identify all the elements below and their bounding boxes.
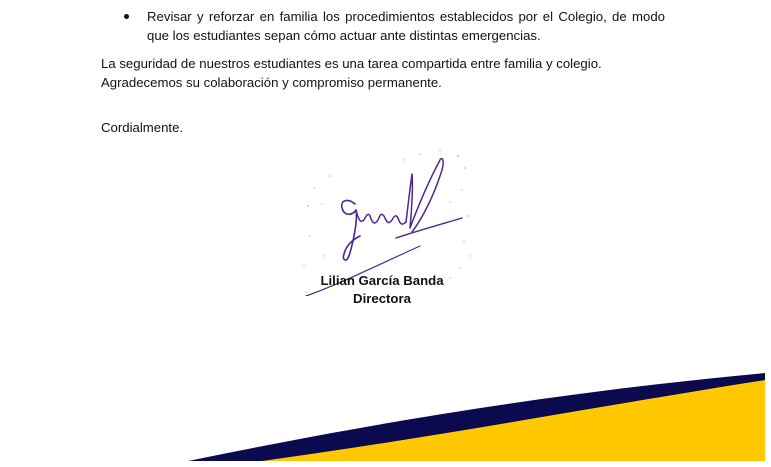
signer-name: Lilian García Banda bbox=[320, 273, 444, 288]
signature-letter-g bbox=[342, 201, 360, 261]
signature-letters-arci bbox=[356, 210, 406, 224]
bullet-list bbox=[120, 7, 665, 45]
signature-tall-stroke bbox=[406, 159, 443, 232]
footer-decoration bbox=[0, 360, 771, 467]
bullet-item bbox=[120, 7, 665, 45]
paragraph-thanks: Agradecemos su colaboración y compromiso permanente. bbox=[101, 75, 442, 90]
closing-salutation: Cordialmente. bbox=[101, 120, 184, 135]
bullet-dot-icon bbox=[124, 14, 129, 19]
signer-block bbox=[300, 272, 464, 308]
bullet-text: Revisar y reforzar en familia los procedimientos establecidos por el Colegio, de modo que los estudiantes sepan cómo actuar ante distintas emergencias. bbox=[147, 9, 665, 43]
paragraph-shared-responsibility: La seguridad de nuestros estudiantes es una tarea compartida entre familia y colegio. bbox=[101, 56, 602, 71]
signer-title: Directora bbox=[353, 291, 411, 306]
